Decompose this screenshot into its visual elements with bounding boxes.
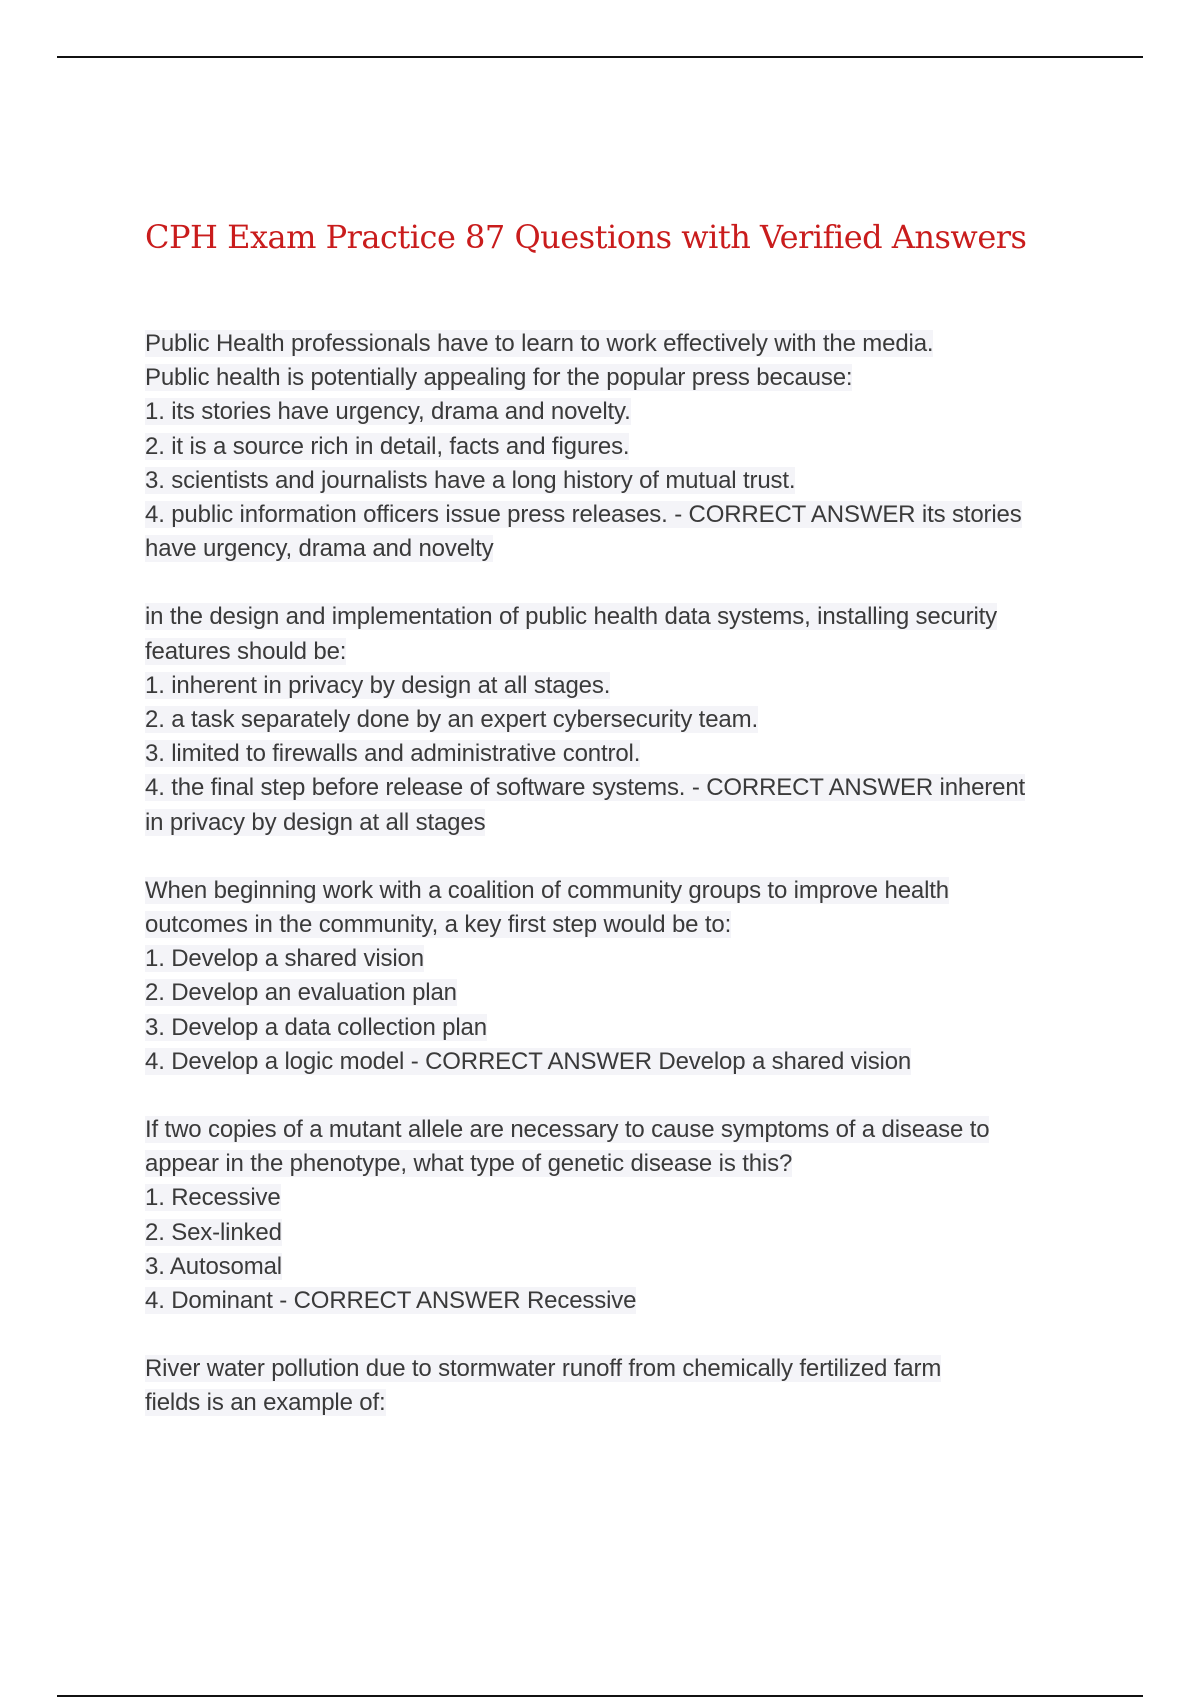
question-text: When beginning work with a coalition of community groups to improve health <box>145 876 949 904</box>
answer-option: 1. its stories have urgency, drama and novelty. <box>145 398 631 426</box>
question-block <box>145 1113 1095 1318</box>
correct-answer-text: in privacy by design at all stages <box>145 808 486 836</box>
answer-option: 2. Develop an evaluation plan <box>145 979 457 1007</box>
bottom-divider <box>57 1695 1143 1697</box>
answer-option-with-correct-answer: 4. Develop a logic model - CORRECT ANSWER Develop a shared vision <box>145 1047 912 1075</box>
answer-option: 3. scientists and journalists have a long history of mutual trust. <box>145 466 796 494</box>
question-block <box>145 327 1095 566</box>
question-text: If two copies of a mutant allele are necessary to cause symptoms of a disease to <box>145 1116 990 1144</box>
answer-option: 3. limited to firewalls and administrative control. <box>145 740 641 768</box>
answer-option-with-correct-answer: 4. Dominant - CORRECT ANSWER Recessive <box>145 1287 637 1315</box>
answer-option: 3. Autosomal <box>145 1252 282 1280</box>
question-text: in the design and implementation of public health data systems, installing security <box>145 603 998 631</box>
answer-option-with-correct-answer: 4. public information officers issue press releases. - CORRECT ANSWER its stories <box>145 501 1022 529</box>
answer-option-with-correct-answer: 4. the final step before release of software systems. - CORRECT ANSWER inherent <box>145 774 1026 802</box>
correct-answer-text: have urgency, drama and novelty <box>145 535 494 563</box>
document-title: CPH Exam Practice 87 Questions with Verified Answers <box>145 218 1027 256</box>
answer-option: 2. a task separately done by an expert cybersecurity team. <box>145 706 758 734</box>
question-text: Public health is potentially appealing for the popular press because: <box>145 364 853 392</box>
question-block <box>145 874 1095 1079</box>
question-block <box>145 600 1095 839</box>
answer-option: 2. it is a source rich in detail, facts and figures. <box>145 432 630 460</box>
question-list <box>145 327 1095 1455</box>
question-text: outcomes in the community, a key first step would be to: <box>145 911 732 939</box>
question-text: fields is an example of: <box>145 1389 386 1417</box>
question-text: Public Health professionals have to learn to work effectively with the media. <box>145 330 934 357</box>
question-text: features should be: <box>145 637 347 665</box>
question-block <box>145 1352 1095 1420</box>
answer-option: 3. Develop a data collection plan <box>145 1013 487 1041</box>
answer-option: 1. inherent in privacy by design at all stages. <box>145 671 611 699</box>
question-text: River water pollution due to stormwater runoff from chemically fertilized farm <box>145 1355 942 1383</box>
answer-option: 2. Sex-linked <box>145 1218 282 1246</box>
answer-option: 1. Recessive <box>145 1184 281 1212</box>
answer-option: 1. Develop a shared vision <box>145 945 424 973</box>
question-text: appear in the phenotype, what type of genetic disease is this? <box>145 1150 793 1178</box>
top-divider <box>57 56 1143 58</box>
